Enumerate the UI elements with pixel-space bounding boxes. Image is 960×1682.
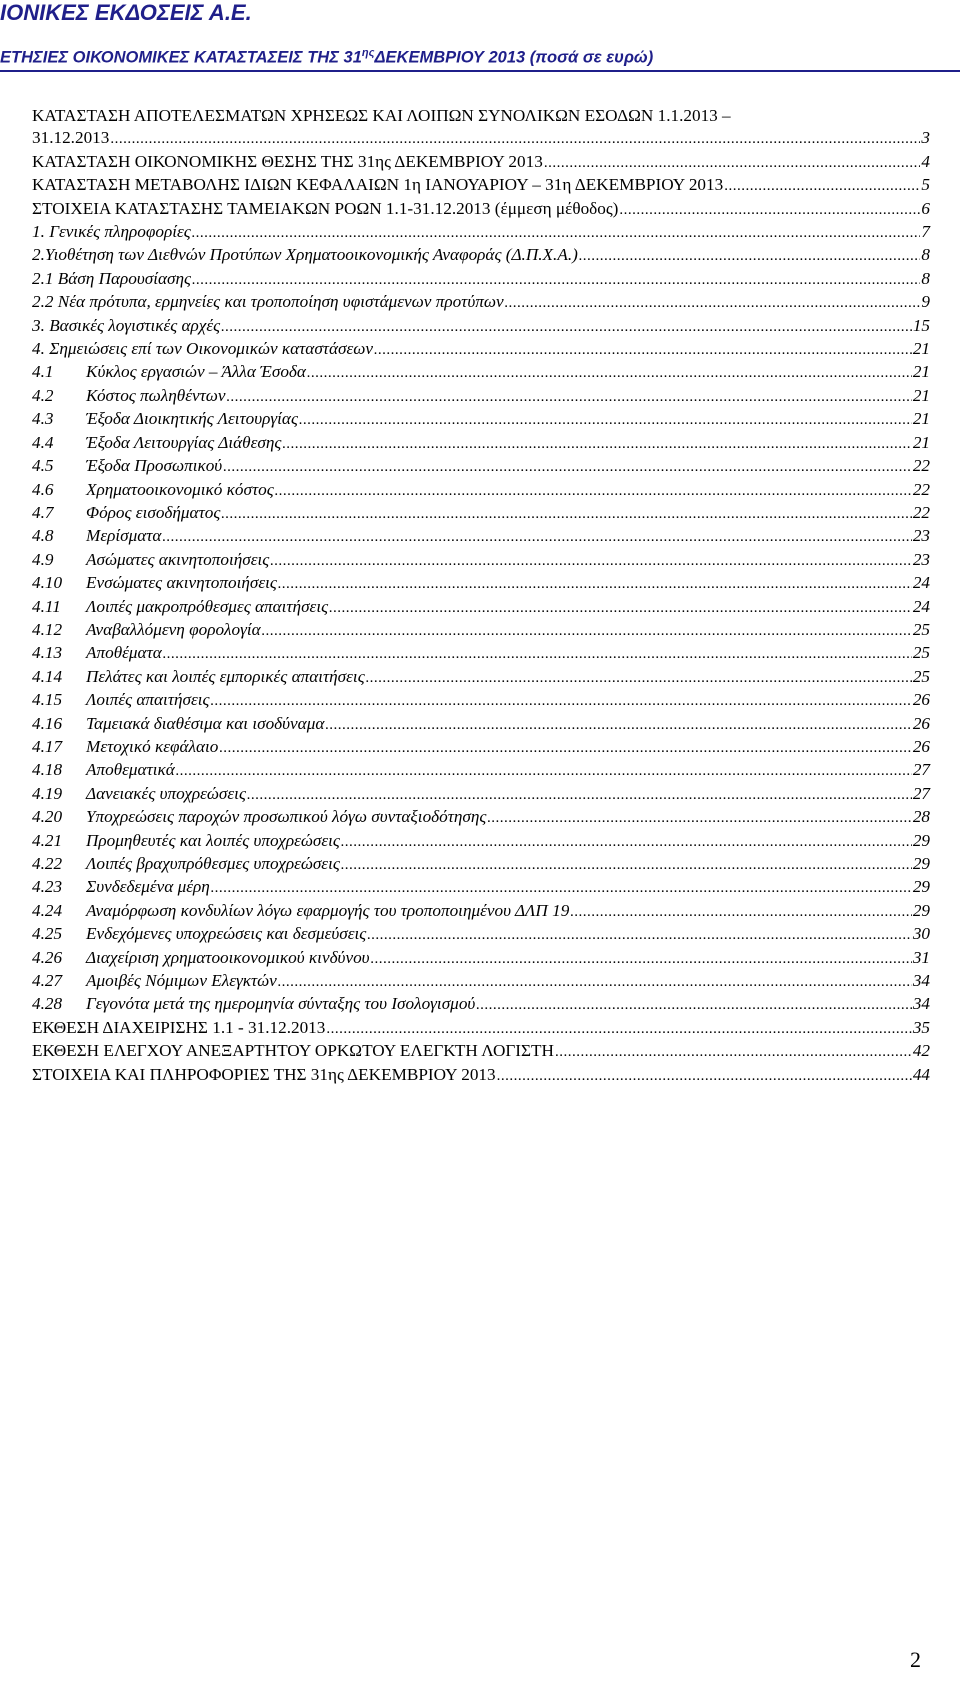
note-entry[interactable] <box>32 783 930 806</box>
note-title: Κύκλος εργασιών – Άλλα Έσοδα <box>86 362 306 382</box>
note-entry-title <box>32 642 162 664</box>
note-entry-title <box>32 759 175 781</box>
dot-leader <box>497 1065 912 1087</box>
toc-entry-page: 3 <box>921 128 930 148</box>
note-number: 4.23 <box>32 877 63 897</box>
note-number: 4.18 <box>32 760 63 780</box>
dot-leader <box>282 433 911 455</box>
note-entry[interactable] <box>32 619 930 642</box>
dot-leader <box>299 409 912 431</box>
note-page: 29 <box>912 877 930 897</box>
note-entry-title <box>32 361 306 383</box>
dot-leader <box>221 316 912 338</box>
dot-leader <box>325 714 911 736</box>
note-page: 29 <box>912 830 930 850</box>
note-number: 4.11 <box>32 596 61 616</box>
note-page: 23 <box>912 549 930 569</box>
title-part-1: ΕΤΗΣΙΕΣ ΟΙΚΟΝΟΜΙΚΕΣ ΚΑΤΑΣΤΑΣΕΙΣ ΤΗΣ 31 <box>0 48 362 67</box>
note-title: Ενσώματες ακινητοποιήσεις <box>86 573 277 593</box>
note-entry[interactable] <box>32 876 930 899</box>
dot-leader <box>110 128 920 150</box>
toc-entry[interactable] <box>32 244 930 267</box>
note-number: 4.26 <box>32 947 63 967</box>
note-number: 4.10 <box>32 573 63 593</box>
note-number: 4.9 <box>32 549 54 569</box>
note-title: Έξοδα Λειτουργίας Διάθεσης <box>86 432 282 452</box>
note-title: Πελάτες και λοιπές εμπορικές απαιτήσεις <box>86 666 365 686</box>
note-number: 4.17 <box>32 736 63 756</box>
note-entry[interactable] <box>32 853 930 876</box>
toc-entry-page: 4 <box>921 151 930 171</box>
dot-leader <box>341 831 912 853</box>
note-entry-title <box>32 572 277 594</box>
note-number: 4.8 <box>32 526 54 546</box>
toc-entry-title: ΚΑΤΑΣΤΑΣΗ ΟΙΚΟΝΟΜΙΚΗΣ ΘΕΣΗΣ ΤΗΣ 31ης ΔΕΚΕΜΒΡΙΟΥ 2013 <box>32 151 543 171</box>
dot-leader <box>192 222 921 244</box>
note-entry-title <box>32 783 246 805</box>
toc-entry[interactable] <box>32 127 930 150</box>
note-entry[interactable] <box>32 455 930 478</box>
dot-leader <box>476 994 912 1016</box>
note-page: 24 <box>912 596 930 616</box>
note-title: Λοιπές βραχυπρόθεσμες υποχρεώσεις <box>86 854 340 873</box>
note-entry[interactable] <box>32 736 930 759</box>
note-number: 4.13 <box>32 643 63 663</box>
dot-leader <box>278 573 912 595</box>
toc-entry-page: 7 <box>921 222 930 242</box>
note-number: 4.15 <box>32 690 63 710</box>
note-entry-title <box>32 525 161 547</box>
toc-entry[interactable] <box>32 291 930 314</box>
note-page: 23 <box>912 526 930 546</box>
toc-entry-page: 6 <box>921 198 930 218</box>
note-title: Αναμόρφωση κονδυλίων λόγω εφαρμογής του τροποποιημένου ΔΛΠ 19 <box>86 900 570 920</box>
note-page: 21 <box>912 362 930 382</box>
toc-entry-page: 21 <box>912 339 930 359</box>
note-entry-title <box>32 596 328 618</box>
note-page: 31 <box>912 947 930 967</box>
toc-entry-page: 5 <box>921 175 930 195</box>
note-number: 4.28 <box>32 994 63 1014</box>
note-number: 4.21 <box>32 830 63 850</box>
note-entry[interactable] <box>32 361 930 384</box>
note-entry-title <box>32 806 486 828</box>
dot-leader <box>192 269 920 291</box>
note-title: Λοιπές μακροπρόθεσμες απαιτήσεις <box>86 596 329 616</box>
toc-entry-page: 42 <box>912 1041 930 1061</box>
document-title <box>0 42 653 69</box>
note-number: 4.20 <box>32 807 63 827</box>
toc-first-line[interactable]: ΚΑΤΑΣΤΑΣΗ ΑΠΟΤΕΛΕΣΜΑΤΩΝ ΧΡΗΣΕΩΣ ΚΑΙ ΛΟΙΠΩΝ ΣΥΝΟΛΙΚΩΝ ΕΣΟΔΩΝ 1.1.2013 – <box>32 106 731 125</box>
note-title: Προμηθευτές και λοιπές υποχρεώσεις <box>86 830 340 850</box>
note-page: 22 <box>912 479 930 499</box>
dot-leader <box>329 597 912 619</box>
note-number: 4.24 <box>32 900 63 920</box>
note-entry[interactable] <box>32 830 930 853</box>
dot-leader <box>555 1041 912 1063</box>
note-number: 4.12 <box>32 619 63 639</box>
note-entry-title <box>32 502 220 524</box>
note-entry-title <box>32 993 475 1015</box>
note-page: 34 <box>912 994 930 1014</box>
toc-entry-title: 2.1 Βάση Παρουσίασης <box>32 268 192 288</box>
note-entry-title <box>32 947 370 969</box>
dot-leader <box>544 152 921 174</box>
note-entry-title <box>32 479 274 501</box>
note-title: Αμοιβές Νόμιμων Ελεγκτών <box>86 971 277 991</box>
page-number: 2 <box>910 1647 921 1672</box>
note-page: 28 <box>912 807 930 827</box>
note-title: Φόρος εισοδήματος <box>86 502 221 522</box>
note-page: 21 <box>912 385 930 405</box>
toc-entry[interactable] <box>32 315 930 338</box>
note-entry-title <box>32 385 226 407</box>
note-page: 26 <box>912 736 930 756</box>
dot-leader <box>211 690 912 712</box>
dot-leader <box>367 924 912 946</box>
note-entry-title <box>32 923 366 945</box>
note-entry[interactable] <box>32 502 930 525</box>
note-page: 21 <box>912 432 930 452</box>
toc-entry[interactable] <box>32 1040 930 1063</box>
note-entry[interactable] <box>32 525 930 548</box>
toc-entry-title: ΣΤΟΙΧΕΙΑ ΚΑΙ ΠΛΗΡΟΦΟΡΙΕΣ ΤΗΣ 31ης ΔΕΚΕΜΒΡΙΟΥ 2013 <box>32 1064 496 1084</box>
toc-entry-page: 44 <box>912 1064 930 1084</box>
note-number: 4.7 <box>32 502 54 522</box>
note-entry[interactable] <box>32 642 930 665</box>
dot-leader <box>505 292 921 314</box>
note-number: 4.27 <box>32 971 63 991</box>
dot-leader <box>223 456 912 478</box>
note-title: Κόστος πωληθέντων <box>86 385 226 405</box>
note-title: Ταμειακά διαθέσιμα και ισοδύναμα <box>86 713 325 733</box>
dot-leader <box>176 760 912 782</box>
toc-entry-title: 4. Σημειώσεις επί των Οικονομικών καταστάσεων <box>32 339 373 359</box>
note-page: 21 <box>912 409 930 429</box>
note-entry[interactable] <box>32 408 930 431</box>
dot-leader <box>619 199 920 221</box>
dot-leader <box>307 362 912 384</box>
note-title: Αναβαλλόμενη φορολογία <box>86 619 261 639</box>
note-entry-title <box>32 549 269 571</box>
note-entry[interactable] <box>32 993 930 1016</box>
note-page: 24 <box>912 573 930 593</box>
note-entry[interactable] <box>32 806 930 829</box>
note-entry[interactable] <box>32 759 930 782</box>
note-entry-title <box>32 900 569 922</box>
company-name: ΙΟΝΙΚΕΣ ΕΚΔΟΣΕΙΣ Α.Ε. <box>0 0 252 25</box>
note-title: Συνδεδεμένα μέρη <box>86 877 210 897</box>
dot-leader <box>570 901 911 923</box>
note-title: Αποθεματικά <box>86 760 175 780</box>
dot-leader <box>262 620 912 642</box>
table-of-contents <box>32 105 930 1087</box>
toc-entry[interactable] <box>32 268 930 291</box>
header-rule <box>0 70 960 72</box>
note-page: 22 <box>912 456 930 476</box>
dot-leader <box>227 386 912 408</box>
note-entry[interactable] <box>32 385 930 408</box>
toc-entry-title: 3. Βασικές λογιστικές αρχές <box>32 315 221 335</box>
title-part-2: ΔΕΚΕΜΒΡΙΟΥ 2013 (ποσά σε ευρώ) <box>374 48 654 67</box>
dot-leader <box>579 245 921 267</box>
note-entry-title <box>32 713 324 735</box>
toc-entry-title: ΕΚΘΕΣΗ ΕΛΕΓΧΟΥ ΑΝΕΞΑΡΤΗΤΟΥ ΟΡΚΩΤΟΥ ΕΛΕΓΚΤΗ ΛΟΓΙΣΤΗ <box>32 1041 554 1061</box>
note-number: 4.19 <box>32 783 63 803</box>
note-page: 29 <box>912 900 930 920</box>
note-page: 30 <box>912 924 930 944</box>
note-number: 4.1 <box>32 362 54 382</box>
note-entry-title <box>32 432 281 454</box>
note-entry[interactable] <box>32 970 930 993</box>
dot-leader <box>487 807 911 829</box>
title-superscript: ης <box>361 47 375 59</box>
note-title: Λοιπές απαιτήσεις <box>86 690 210 710</box>
dot-leader <box>371 948 912 970</box>
note-title: Υποχρεώσεις παροχών προσωπικού λόγω συνταξιοδότησης <box>86 807 487 827</box>
note-title: Ασώματες ακινητοποιήσεις <box>86 549 270 569</box>
toc-entry[interactable] <box>32 338 930 361</box>
note-page: 27 <box>912 760 930 780</box>
note-title: Έξοδα Προσωπικού <box>86 456 223 476</box>
dot-leader <box>162 526 911 548</box>
toc-entry-page: 35 <box>912 1017 930 1037</box>
dot-leader <box>724 175 920 197</box>
dot-leader <box>163 643 912 665</box>
note-entry-title <box>32 689 210 711</box>
toc-entry-title: 1. Γενικές πληροφορίες <box>32 222 191 242</box>
note-entry[interactable] <box>32 666 930 689</box>
dot-leader <box>221 503 912 525</box>
note-entry-title <box>32 455 222 477</box>
dot-leader <box>374 339 912 361</box>
toc-entry-page: 9 <box>921 292 930 312</box>
note-entry[interactable] <box>32 479 930 502</box>
toc-entry[interactable] <box>32 221 930 244</box>
note-title: Γεγονότα μετά της ημερομηνία σύνταξης του Ισολογισμού <box>86 994 476 1014</box>
dot-leader <box>211 877 912 899</box>
note-title: Χρηματοοικονομικό κόστος <box>86 479 274 499</box>
dot-leader <box>275 480 912 502</box>
toc-entry[interactable] <box>32 1064 930 1087</box>
toc-entry[interactable] <box>32 151 930 174</box>
toc-entry-title: 31.12.2013 <box>32 128 110 148</box>
note-entry-title <box>32 666 365 688</box>
note-entry[interactable] <box>32 947 930 970</box>
dot-leader <box>219 737 911 759</box>
note-title: Μετοχικό κεφάλαιο <box>86 736 219 756</box>
toc-entry[interactable] <box>32 198 930 221</box>
toc-entry-title: ΚΑΤΑΣΤΑΣΗ ΜΕΤΑΒΟΛΗΣ ΙΔΙΩΝ ΚΕΦΑΛΑΙΩΝ 1η ΙΑΝΟΥΑΡΙΟΥ – 31η ΔΕΚΕΜΒΡΙΟΥ 2013 <box>32 175 724 195</box>
dot-leader <box>341 854 912 876</box>
toc-entry-page: 8 <box>921 268 930 288</box>
note-entry[interactable] <box>32 713 930 736</box>
note-number: 4.16 <box>32 713 63 733</box>
note-title: Ενδεχόμενες υποχρεώσεις και δεσμεύσεις <box>86 924 367 944</box>
note-entry[interactable] <box>32 923 930 946</box>
note-page: 34 <box>912 971 930 991</box>
note-title: Έξοδα Διοικητικής Λειτουργίας <box>86 409 298 429</box>
dot-leader <box>278 971 912 993</box>
note-number: 4.2 <box>32 385 54 405</box>
toc-entry-title: 2.2 Νέα πρότυπα, ερμηνείες και τροποποίηση υφιστάμενων προτύπων <box>32 292 504 312</box>
note-number: 4.14 <box>32 666 63 686</box>
note-page: 25 <box>912 666 930 686</box>
note-entry[interactable] <box>32 549 930 572</box>
note-page: 27 <box>912 783 930 803</box>
note-title: Μερίσματα <box>86 526 162 546</box>
toc-entry-title: 2.Υιοθέτηση των Διεθνών Προτύπων Χρηματοοικονομικής Αναφοράς (Δ.Π.Χ.Α.) <box>32 245 578 265</box>
note-number: 4.4 <box>32 432 54 452</box>
note-entry-title <box>32 853 340 875</box>
dot-leader <box>247 784 912 806</box>
note-entry[interactable] <box>32 596 930 619</box>
note-title: Διαχείριση χρηματοοικονομικού κινδύνου <box>86 947 370 967</box>
note-page: 29 <box>912 854 930 873</box>
note-page: 26 <box>912 690 930 710</box>
note-page: 25 <box>912 619 930 639</box>
dot-leader <box>366 667 912 689</box>
toc-entry-title: ΕΚΘΕΣΗ ΔΙΑΧΕΙΡΙΣΗΣ 1.1 - 31.12.2013 <box>32 1017 326 1037</box>
note-number: 4.22 <box>32 854 63 873</box>
note-number: 4.6 <box>32 479 54 499</box>
note-entry[interactable] <box>32 689 930 712</box>
toc-entry-page: 15 <box>912 315 930 335</box>
note-title: Δανειακές υποχρεώσεις <box>86 783 246 803</box>
note-title: Αποθέματα <box>86 643 162 663</box>
note-entry-title <box>32 408 298 430</box>
note-entry[interactable] <box>32 432 930 455</box>
note-number: 4.5 <box>32 456 54 476</box>
note-page: 25 <box>912 643 930 663</box>
note-entry-title <box>32 970 277 992</box>
note-entry[interactable] <box>32 900 930 923</box>
note-page: 26 <box>912 713 930 733</box>
note-entry[interactable] <box>32 572 930 595</box>
note-entry-title <box>32 876 210 898</box>
toc-entry-page: 8 <box>921 245 930 265</box>
toc-entry[interactable] <box>32 1017 930 1040</box>
toc-entry[interactable] <box>32 174 930 197</box>
note-entry-title <box>32 830 340 852</box>
note-number: 4.25 <box>32 924 63 944</box>
note-number: 4.3 <box>32 409 54 429</box>
toc-entry-title: ΣΤΟΙΧΕΙΑ ΚΑΤΑΣΤΑΣΗΣ ΤΑΜΕΙΑΚΩΝ ΡΟΩΝ 1.1-31.12.2013 (έμμεση μέθοδος) <box>32 198 619 218</box>
notes-list <box>32 361 930 1016</box>
note-entry-title <box>32 619 261 641</box>
note-entry-title <box>32 736 218 758</box>
note-page: 22 <box>912 502 930 522</box>
dot-leader <box>326 1018 911 1040</box>
dot-leader <box>270 550 912 572</box>
